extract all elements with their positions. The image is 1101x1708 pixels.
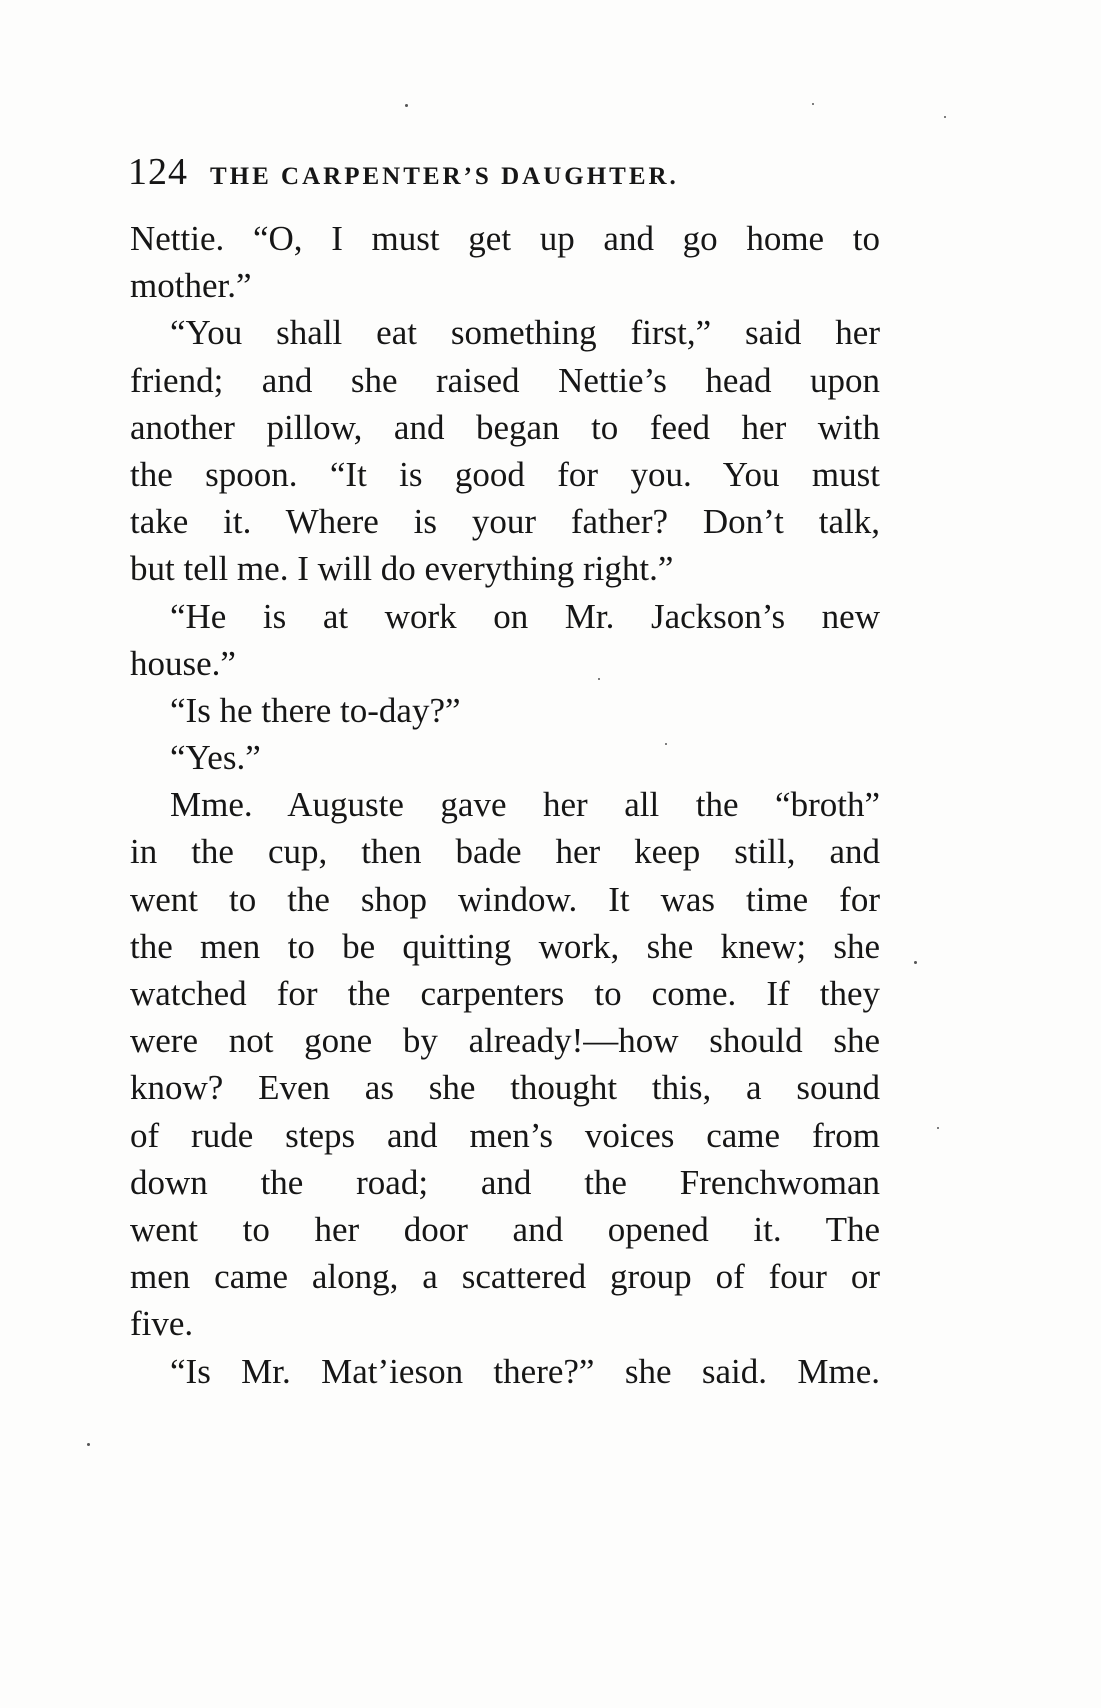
text-line: down the road; and the Frenchwoman xyxy=(130,1162,880,1202)
text-line: the spoon. “It is good for you. You must xyxy=(130,454,880,494)
text-line: “He is at work on Mr. Jackson’s new xyxy=(170,596,880,636)
text-line: “You shall eat something first,” said her xyxy=(170,313,880,353)
print-speck xyxy=(665,743,667,745)
text-line: were not gone by already!—how should she xyxy=(130,1021,880,1061)
running-title: THE CARPENTER’S DAUGHTER. xyxy=(210,163,679,190)
text-line: Mme. Auguste gave her all the “broth” xyxy=(170,785,880,825)
print-speck xyxy=(87,1443,90,1446)
text-line: men came along, a scattered group of four or xyxy=(130,1257,880,1297)
text-line: went to her door and opened it. The xyxy=(130,1209,880,1249)
text-line: watched for the carpenters to come. If they xyxy=(130,974,880,1013)
text-line: “Is he there to-day?” xyxy=(170,690,461,730)
text-line: in the cup, then bade her keep still, and xyxy=(130,832,880,872)
print-speck xyxy=(914,961,917,964)
text-line: went to the shop window. It was time for xyxy=(130,879,880,919)
print-speck xyxy=(944,116,946,118)
text-line: five. xyxy=(130,1304,194,1344)
text-line: mother.” xyxy=(130,266,252,306)
text-line: another pillow, and began to feed her with xyxy=(130,407,880,447)
text-line: of rude steps and men’s voices came from xyxy=(130,1115,880,1155)
page-number: 124 xyxy=(128,151,188,193)
page-header xyxy=(128,150,888,200)
print-speck xyxy=(812,103,814,105)
body-text xyxy=(130,215,880,1395)
text-line: friend; and she raised Nettie’s head upon xyxy=(130,360,880,400)
print-speck xyxy=(937,1127,939,1129)
print-speck xyxy=(598,678,600,680)
text-line: house.” xyxy=(130,643,236,683)
text-line: take it. Where is your father? Don’t talk, xyxy=(130,502,880,542)
print-speck xyxy=(405,104,408,107)
text-line: “Yes.” xyxy=(170,738,261,778)
text-line: know? Even as she thought this, a sound xyxy=(130,1068,880,1108)
text-line: “Is Mr. Mat’ieson there?” she said. Mme. xyxy=(170,1351,880,1391)
text-line: the men to be quitting work, she knew; she xyxy=(130,926,880,966)
text-line: but tell me. I will do everything right.” xyxy=(130,549,674,589)
text-line: Nettie. “O, I must get up and go home to xyxy=(130,219,880,258)
